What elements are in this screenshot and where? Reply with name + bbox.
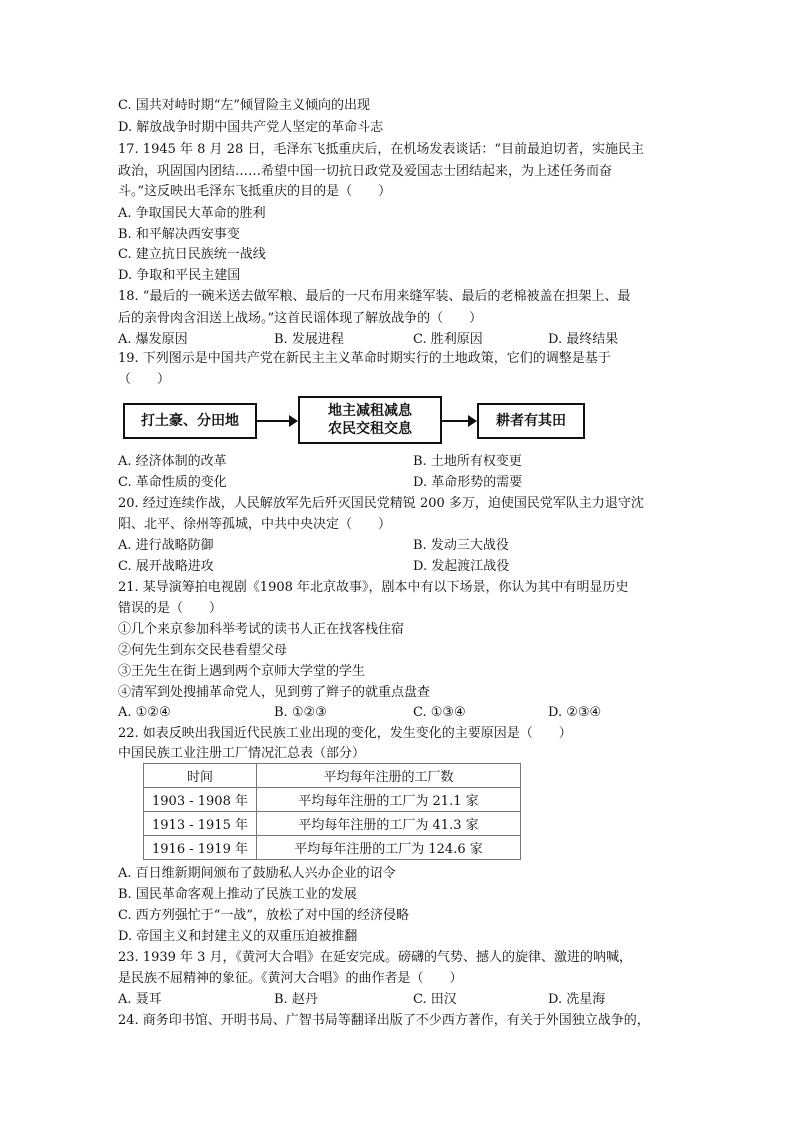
q21-stem-line2: 错误的是（ ） [118,601,223,616]
q17-option-a: A. 争取国民大革命的胜利 [118,206,266,221]
table-header-row [144,764,521,788]
flow-box-2 [298,396,442,444]
q18-option-a: A. 爆发原因 [118,332,188,347]
table-cell: 1903 - 1908 年 [144,788,257,812]
q21-scene-2: ②何先生到东交民巷看望父母 [118,643,288,658]
q16-option-c: C. 国共对峙时期“左”倾冒险主义倾向的出现 [118,98,371,113]
q20-option-a: A. 进行战略防御 [118,538,214,553]
q21-option-d: D. ②③④ [548,705,602,720]
q23-option-c: C. 田汉 [413,992,457,1007]
table-cell: 平均每年注册的工厂为 41.3 家 [257,812,521,836]
table-cell: 1913 - 1915 年 [144,812,257,836]
q22-option-b: B. 国民革命客观上推动了民族工业的发展 [118,887,357,902]
flow-box-2-label-line2: 农民交租交息 [328,421,412,437]
flow-box-2-label-line1: 地主减租减息 [328,403,412,419]
q21-scene-3: ③王先生在街上遇到两个京师大学堂的学生 [118,664,366,679]
table-cell: 平均每年注册的工厂为 21.1 家 [257,788,521,812]
q23-option-d: D. 冼星海 [548,992,606,1007]
q21-scene-1: ①几个来京参加科举考试的读书人正在找客栈住宿 [118,622,405,637]
q19-option-b: B. 土地所有权变更 [413,454,522,469]
q18-option-c: C. 胜利原因 [413,332,483,347]
q20-option-d: D. 发起渡江战役 [413,559,510,574]
q21-option-b: B. ①②③ [274,705,327,720]
q19-stem-line1: 19. 下列图示是中国共产党在新民主主义革命时期实行的土地政策，它们的调整是基于 [118,351,611,366]
q22-option-c: C. 西方列强忙于“一战”，放松了对中国的经济侵略 [118,908,410,923]
q20-option-b: B. 发动三大战役 [413,538,509,553]
table-row [144,788,521,812]
table-header-cell: 平均每年注册的工厂数 [257,764,521,788]
q19-option-a: A. 经济体制的改革 [118,454,227,469]
q21-scene-4: ④清军到处搜捕革命党人，见到剪了辫子的就重点盘查 [118,685,431,700]
q22-table-caption: 中国民族工业注册工厂情况汇总表（部分） [118,746,366,761]
table-row [144,836,521,860]
factory-registration-table [143,763,521,860]
table-cell: 1916 - 1919 年 [144,836,257,860]
q22-option-d: D. 帝国主义和封建主义的双重压迫被推翻 [118,929,358,944]
flow-box-3 [477,403,585,439]
q18-option-d: D. 最终结果 [548,332,619,347]
q18-option-b: B. 发展进程 [274,332,344,347]
flow-box-1-label: 打土豪、分田地 [141,413,239,429]
flow-box-1 [123,403,257,439]
q17-stem-line2: 政治，巩固国内团结……希望中国一切抗日政党及爱国志士团结起来，为上述任务而奋 [118,164,613,179]
q23-option-b: B. 赵丹 [274,992,318,1007]
q22-stem: 22. 如表反映出我国近代民族工业出现的变化，发生变化的主要原因是（ ） [118,726,572,741]
q17-option-b: B. 和平解决西安事变 [118,227,240,242]
table-header-cell: 时间 [144,764,257,788]
q21-option-c: C. ①③④ [413,705,466,720]
q21-stem-line1: 21. 某导演筹拍电视剧《1908 年北京故事》，剧本中有以下场景，你认为其中有明显历史 [118,580,629,595]
q17-stem-line3: 斗。”这反映出毛泽东飞抵重庆的目的是（ ） [118,184,392,199]
q23-option-a: A. 聂耳 [118,992,162,1007]
q21-option-a: A. ①②④ [118,705,171,720]
flow-arrow-1 [257,420,296,422]
q20-stem-line1: 20. 经过连续作战，人民解放军先后歼灭国民党精锐 200 多万，迫使国民党军队主力退守沈 [118,496,644,511]
table-cell: 平均每年注册的工厂为 124.6 家 [257,836,521,860]
q17-stem-line1: 17. 1945 年 8 月 28 日，毛泽东飞抵重庆后，在机场发表谈话：“目前最迫切者，实施民主 [118,142,645,157]
q18-stem-line1: 18. “最后的一碗米送去做军粮、最后的一尺布用来缝军装、最后的老棉被盖在担架上、最 [118,289,631,304]
q18-stem-line2: 后的亲骨肉含泪送上战场。”这首民谣体现了解放战争的（ ） [118,311,483,326]
table-row [144,812,521,836]
q24-stem-line1: 24. 商务印书馆、开明书局、广智书局等翻译出版了不少西方著作，有关于外国独立战争的， [118,1013,650,1028]
q22-option-a: A. 百日维新期间颁布了鼓励私人兴办企业的诏令 [118,866,396,881]
q23-stem-line2: 是民族不屈精神的象征。《黄河大合唱》的曲作者是（ ） [118,971,463,986]
q16-option-d: D. 解放战争时期中国共产党人坚定的革命斗志 [118,120,384,135]
q20-stem-line2: 阳、北平、徐州等孤城，中共中央决定（ ） [118,517,392,532]
q20-option-c: C. 展开战略进攻 [118,559,214,574]
q19-option-d: D. 革命形势的需要 [413,475,523,490]
flow-arrow-2 [442,420,475,422]
q23-stem-line1: 23. 1939 年 3 月，《黄河大合唱》在延安完成。磅礴的气势、撼人的旋律、激进的呐喊， [118,950,633,965]
q19-option-c: C. 革命性质的变化 [118,475,227,490]
q17-option-c: C. 建立抗日民族统一战线 [118,247,266,262]
q17-option-d: D. 争取和平民主建国 [118,268,241,283]
flow-box-3-label: 耕者有其田 [496,413,566,429]
q19-stem-line2: （ ） [118,372,171,387]
